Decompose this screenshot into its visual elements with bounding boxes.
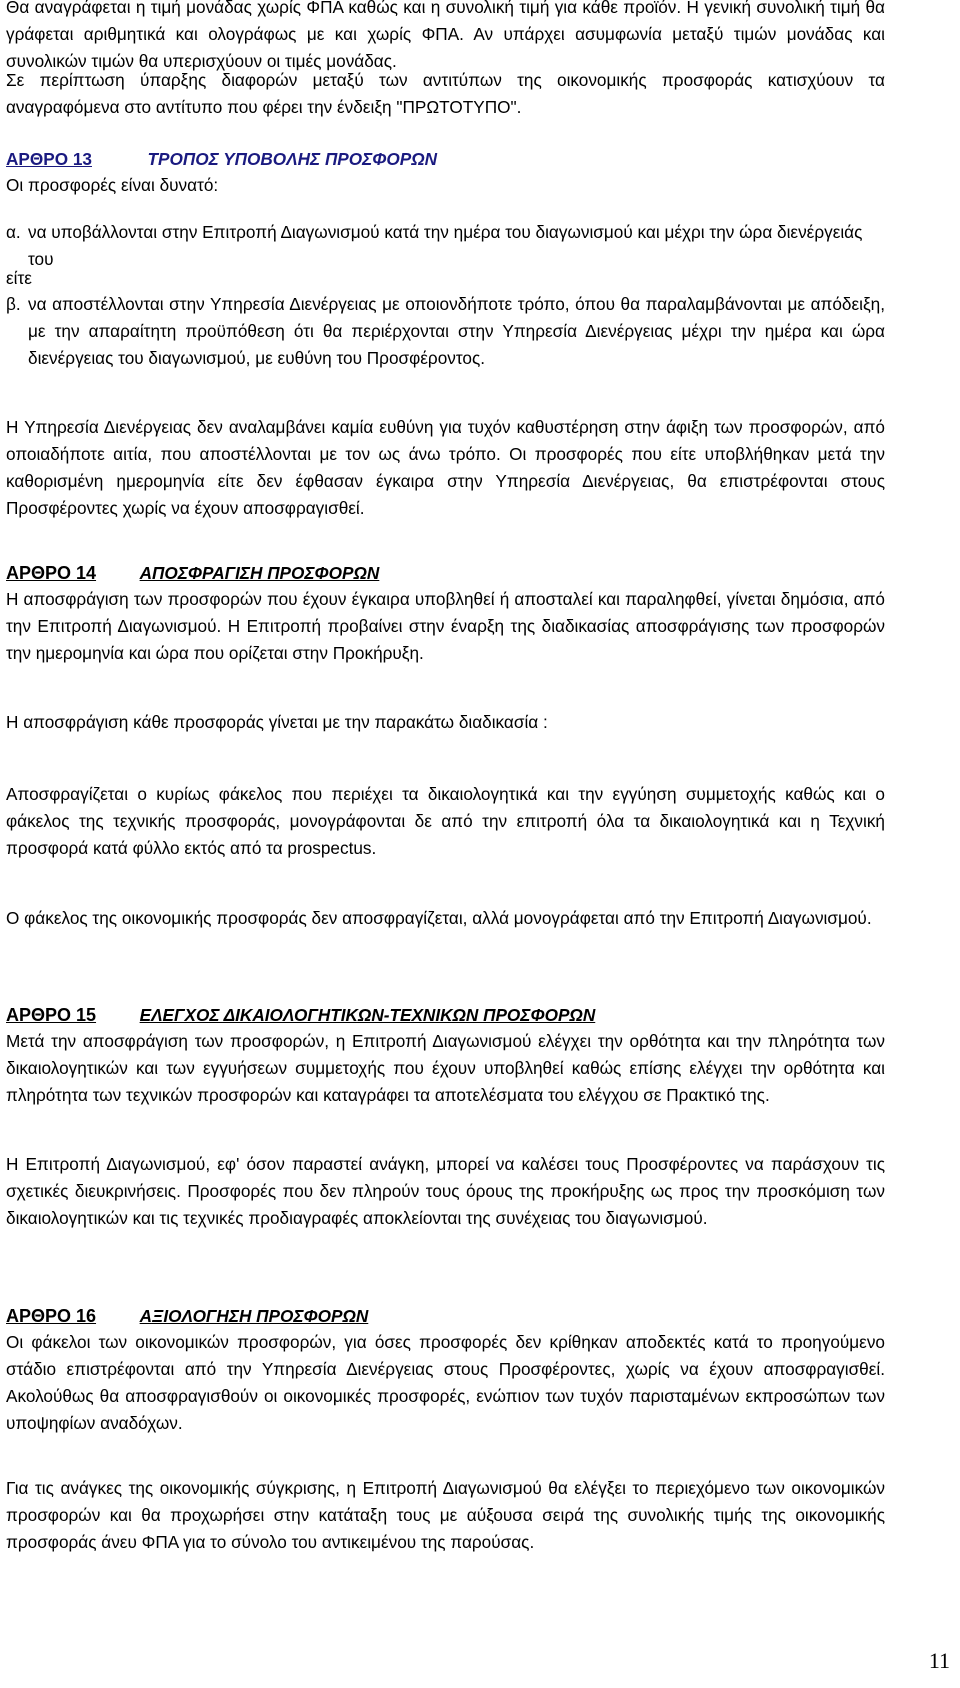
article-16-title: ΑΞΙΟΛΟΓΗΣΗ ΠΡΟΣΦΟΡΩΝ — [139, 1306, 369, 1326]
intro-paragraph-prices: Θα αναγράφεται η τιμή μονάδας χωρίς ΦΠΑ καθώς και η συνολική τιμή για κάθε προϊόν. Η γενική συνολική τιμή θα γράφεται αριθμητικά και ολογράφως με και χωρίς ΦΠΑ. Αν υπάρχει ασυμφωνία μεταξύ τιμών μονάδας και συνολικών τιμών θα υπερισχύουν οι τιμές μονάδας. — [6, 0, 885, 71]
item-a-label: α. — [6, 222, 21, 242]
article-13-title: ΤΡΟΠΟΣ ΥΠΟΒΟΛΗΣ ΠΡΟΣΦΟΡΩΝ — [147, 149, 438, 169]
article-13-lead: Οι προσφορές είναι δυνατό: — [6, 175, 219, 195]
article-16-number: ΑΡΘΡΟ 16 — [6, 1306, 97, 1326]
article-15-title: ΕΛΕΓΧΟΣ ΔΙΚΑΙΟΛΟΓΗΤΙΚΩΝ-ΤΕΧΝΙΚΩΝ ΠΡΟΣΦΟΡΩΝ — [139, 1005, 596, 1025]
article-15-paragraph-2: Η Επιτροπή Διαγωνισμού, εφ' όσον παραστεί ανάγκη, μπορεί να καλέσει τους Προσφέροντες να παράσχουν τις σχετικές διευκρινήσεις. Προσφορές που δεν πληρούν τους όρους της προκήρυξης ως προς την προσκόμιση των δικαιολογητικών και τις τεχνικές προδιαγραφές αποκλείονται της συνέχειας του διαγωνισμού. — [6, 1154, 885, 1228]
intro-paragraph-prototype: Σε περίπτωση ύπαρξης διαφορών μεταξύ των αντιτύπων της οικονομικής προσφοράς κατισχύουν τα αναγραφόμενα στο αντίτυπο που φέρει την ένδειξη "ΠΡΩΤΟΤΥΠΟ". — [6, 70, 885, 117]
article-15-paragraph-1: Μετά την αποσφράγιση των προσφορών, η Επιτροπή Διαγωνισμού ελέγχει την ορθότητα και την πληρότητα των δικαιολογητικών και των εγγυήσεων συμμετοχής που έχουν υποβληθεί καθώς επίσης ελέγχει την ορθότητα και πληρότητα των τεχνικών προσφορών και καταγράφει τα αποτελέσματα του ελέγχου σε Πρακτικό της. — [6, 1031, 885, 1105]
article-14-paragraph-2: Η αποσφράγιση κάθε προσφοράς γίνεται με την παρακάτω διαδικασία : — [6, 712, 548, 732]
article-16-paragraph-1: Οι φάκελοι των οικονομικών προσφορών, για όσες προσφορές δεν κρίθηκαν αποδεκτές κατά το προηγούμενο στάδιο επιστρέφονται από την Υπηρεσία Διενέργειας στους Προσφέροντες, χωρίς να έχουν αποσφραγισθεί. Ακολούθως θα αποσφραγισθούν οι οικονομικές προσφορές, ενώπιον των τυχόν παρισταμένων εκπροσώπων των υποψηφίων αναδόχων. — [6, 1332, 885, 1433]
article-13-paragraph: Η Υπηρεσία Διενέργειας δεν αναλαμβάνει καμία ευθύνη για τυχόν καθυστέρηση στην άφιξη των προσφορών, από οποιαδήποτε αιτία, που αποστέλλονται με τον ως άνω τρόπο. Οι προσφορές που είτε υποβλήθηκαν μετά την καθορισμένη ημερομηνία είτε δεν έφθασαν έγκαιρα στην Υπηρεσία Διενέργειας, θα επιστρέφονται στους Προσφέροντες χωρίς να έχουν αποσφραγισθεί. — [6, 417, 885, 518]
article-15-heading — [6, 1002, 885, 1029]
article-14-number: ΑΡΘΡΟ 14 — [6, 563, 97, 583]
article-13-number: ΑΡΘΡΟ 13 — [6, 149, 92, 169]
article-15-number: ΑΡΘΡΟ 15 — [6, 1005, 97, 1025]
page-number: 11 — [928, 1648, 950, 1673]
item-b-label: β. — [6, 294, 21, 314]
article-14-paragraph-1: Η αποσφράγιση των προσφορών που έχουν έγκαιρα υποβληθεί ή αποσταλεί και παραληφθεί, γίνεται δημόσια, από την Επιτροπή Διαγωνισμού. Η Επιτροπή προβαίνει στην έναρξη της διαδικασίας αποσφράγισης των προσφορών την ημερομηνία και ώρα που ορίζεται στην Προκήρυξη. — [6, 589, 885, 663]
article-16-paragraph-2: Για τις ανάγκες της οικονομικής σύγκρισης, η Επιτροπή Διαγωνισμού θα ελέγξει το περιεχόμενο των οικονομικών προσφορών και θα προχωρήσει στην κατάταξη τους με αύξουσα σειρά της συνολικής τιμής της οικονομικής προσφοράς άνευ ΦΠΑ για το σύνολο του αντικειμένου της παρούσας. — [6, 1478, 885, 1552]
article-14-paragraph-4: Ο φάκελος της οικονομικής προσφοράς δεν αποσφραγίζεται, αλλά μονογράφεται από την Επιτροπή Διαγωνισμού. — [6, 908, 872, 928]
article-16-heading — [6, 1303, 885, 1330]
item-a-text: να υποβάλλονται στην Επιτροπή Διαγωνισμού κατά την ημέρα του διαγωνισμού και μέχρι την ώρα διενέργειάς του — [28, 222, 863, 269]
item-b-text: να αποστέλλονται στην Υπηρεσία Διενέργειας με οποιονδήποτε τρόπο, όπου θα παραλαμβάνονται με απόδειξη, με την απαραίτητη προϋπόθεση ότι θα περιέρχονται στην Υπηρεσία Διενέργειας μέχρι την ημέρα και ώρα διενέργειας του διαγωνισμού, με ευθύνη του Προσφέροντος. — [28, 294, 885, 368]
item-or-text: είτε — [6, 268, 32, 288]
article-14-paragraph-3: Αποσφραγίζεται ο κυρίως φάκελος που περιέχει τα δικαιολογητικά και την εγγύηση συμμετοχής καθώς και ο φάκελος της τεχνικής προσφοράς, μονογράφονται δε από την επιτροπή όλα τα δικαιολογητικά και η Τεχνική προσφορά κατά φύλλο εκτός από τα prospectus. — [6, 784, 885, 858]
article-13-heading — [6, 146, 885, 173]
article-14-heading — [6, 560, 885, 587]
article-14-title: ΑΠΟΣΦΡΑΓΙΣΗ ΠΡΟΣΦΟΡΩΝ — [139, 563, 380, 583]
